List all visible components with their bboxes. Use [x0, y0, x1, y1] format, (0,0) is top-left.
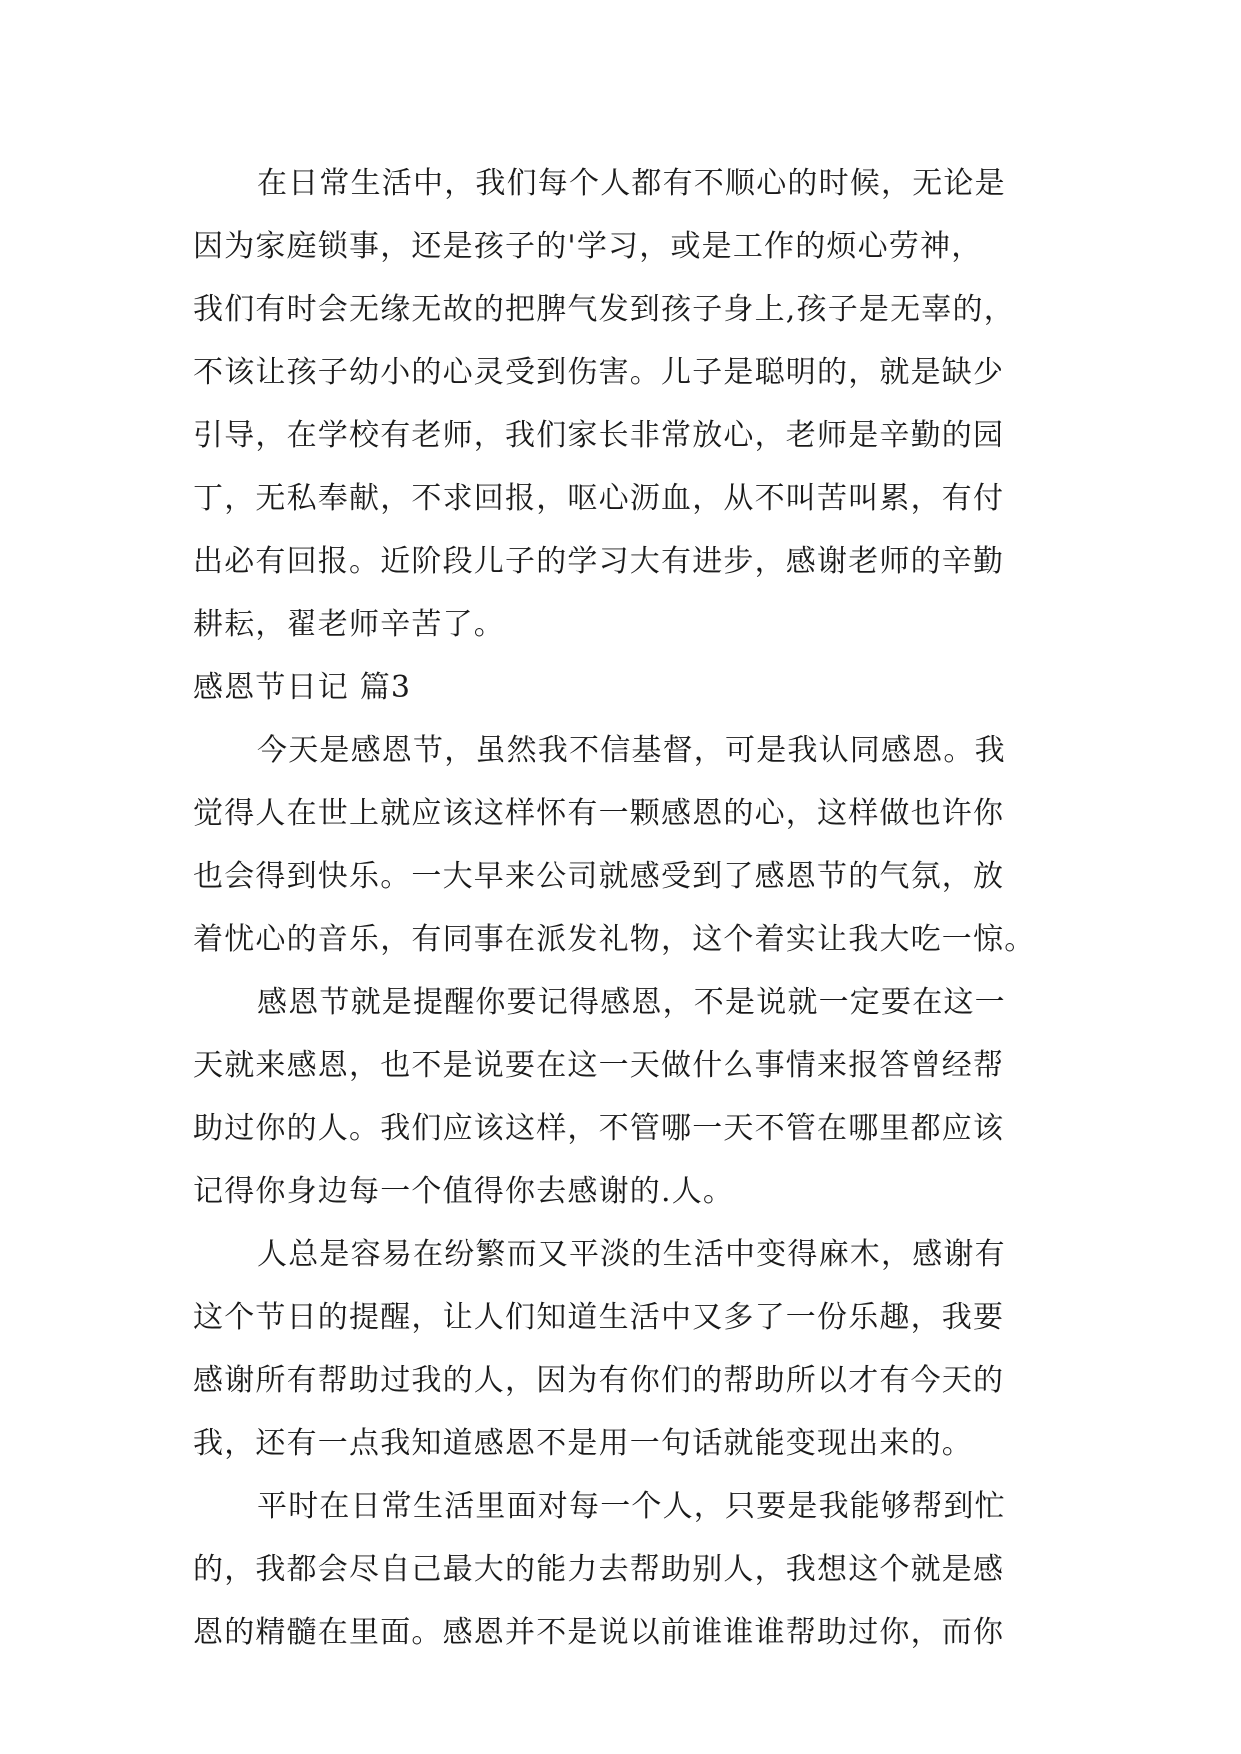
text-line: 今天是感恩节，虽然我不信基督，可是我认同感恩。我 — [257, 733, 1006, 768]
text-line: 记得你身边每一个值得你去感谢的.人。 — [193, 1174, 735, 1209]
text-line: 天就来感恩，也不是说要在这一天做什么事情来报答曾经帮 — [193, 1048, 1005, 1083]
text-line: 不该让孩子幼小的心灵受到伤害。儿子是聪明的，就是缺少 — [193, 355, 1005, 390]
text-line: 平时在日常生活里面对每一个人，只要是我能够帮到忙 — [257, 1489, 1006, 1524]
text-line: 感谢所有帮助过我的人，因为有你们的帮助所以才有今天的 — [193, 1363, 1005, 1398]
text-line: 这个节日的提醒，让人们知道生活中又多了一份乐趣，我要 — [193, 1300, 1005, 1335]
text-line: 出必有回报。近阶段儿子的学习大有进步，感谢老师的辛勤 — [193, 544, 1005, 579]
text-line: 感恩节就是提醒你要记得感恩，不是说就一定要在这一 — [257, 985, 1006, 1020]
text-line: 恩的精髓在里面。感恩并不是说以前谁谁谁帮助过你，而你 — [193, 1615, 1005, 1650]
text-line: 也会得到快乐。一大早来公司就感受到了感恩节的气氛，放 — [193, 859, 1005, 894]
text-line: 在日常生活中，我们每个人都有不顺心的时候，无论是 — [257, 166, 1006, 201]
text-line: 我们有时会无缘无故的把脾气发到孩子身上,孩子是无辜的， — [193, 292, 1015, 327]
text-line: 助过你的人。我们应该这样，不管哪一天不管在哪里都应该 — [193, 1111, 1005, 1146]
text-line: 耕耘，翟老师辛苦了。 — [193, 607, 505, 642]
text-line: 引导，在学校有老师，我们家长非常放心，老师是辛勤的园 — [193, 418, 1005, 453]
text-line: 丁，无私奉献，不求回报，呕心沥血，从不叫苦叫累，有付 — [193, 481, 1005, 516]
text-line: 因为家庭锁事，还是孩子的'学习，或是工作的烦心劳神， — [193, 229, 983, 264]
text-line: 我，还有一点我知道感恩不是用一句话就能变现出来的。 — [193, 1426, 973, 1461]
text-line: 人总是容易在纷繁而又平淡的生活中变得麻木，感谢有 — [257, 1237, 1006, 1272]
text-line: 着忧心的音乐，有同事在派发礼物，这个着实让我大吃一惊。 — [193, 922, 1036, 957]
section-heading: 感恩节日记 篇3 — [193, 670, 412, 705]
text-line: 觉得人在世上就应该这样怀有一颗感恩的心，这样做也许你 — [193, 796, 1005, 831]
text-line: 的，我都会尽自己最大的能力去帮助别人，我想这个就是感 — [193, 1552, 1005, 1587]
